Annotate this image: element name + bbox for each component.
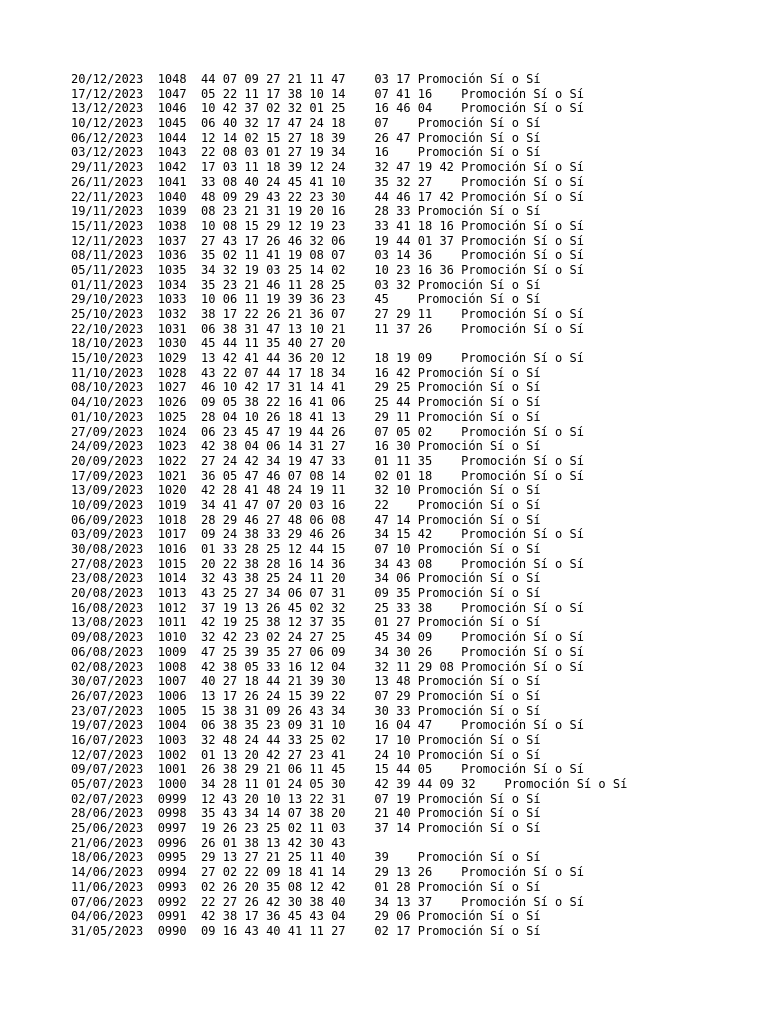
result-row: 16/08/2023 1012 37 19 13 26 45 02 32 25 33 38 Promoción Sí o Sí [71,600,584,615]
result-row: 17/09/2023 1021 36 05 47 46 07 08 14 02 01 18 Promoción Sí o Sí [71,468,584,483]
result-row: 26/11/2023 1041 33 08 40 24 45 41 10 35 32 27 Promoción Sí o Sí [71,174,584,189]
result-row: 06/12/2023 1044 12 14 02 15 27 18 39 26 47 Promoción Sí o Sí [71,130,541,145]
result-row: 01/10/2023 1025 28 04 10 26 18 41 13 29 11 Promoción Sí o Sí [71,409,541,424]
result-row: 20/12/2023 1048 44 07 09 27 21 11 47 03 17 Promoción Sí o Sí [71,72,541,86]
result-row: 29/10/2023 1033 10 06 11 19 39 36 23 45 Promoción Sí o Sí [71,292,541,307]
result-row: 15/11/2023 1038 10 08 15 29 12 19 23 33 41 18 16 Promoción Sí o Sí [71,218,584,233]
result-row: 10/09/2023 1019 34 41 47 07 20 03 16 22 Promoción Sí o Sí [71,497,541,512]
result-row: 13/12/2023 1046 10 42 37 02 32 01 25 16 46 04 Promoción Sí o Sí [71,101,584,116]
result-row: 30/08/2023 1016 01 33 28 25 12 44 15 07 10 Promoción Sí o Sí [71,542,541,556]
result-row: 08/10/2023 1027 46 10 42 17 31 14 41 29 25 Promoción Sí o Sí [71,380,541,395]
result-row: 06/08/2023 1009 47 25 39 35 27 06 09 34 30 26 Promoción Sí o Sí [71,644,584,659]
result-row: 05/11/2023 1035 34 32 19 03 25 14 02 10 23 16 36 Promoción Sí o Sí [71,262,584,277]
result-row: 26/07/2023 1006 13 17 26 24 15 39 22 07 29 Promoción Sí o Sí [71,688,541,703]
result-row: 18/10/2023 1030 45 44 11 35 40 27 20 [71,336,346,351]
result-row: 20/09/2023 1022 27 24 42 34 19 47 33 01 11 35 Promoción Sí o Sí [71,453,584,468]
result-row: 07/06/2023 0992 22 27 26 42 30 38 40 34 13 37 Promoción Sí o Sí [71,894,584,909]
result-row: 31/05/2023 0990 09 16 43 40 41 11 27 02 17 Promoción Sí o Sí [71,923,541,938]
draw-results-list [71,72,627,939]
result-row: 01/11/2023 1034 35 23 21 46 11 28 25 03 32 Promoción Sí o Sí [71,277,541,292]
result-row: 11/06/2023 0993 02 26 20 35 08 12 42 01 28 Promoción Sí o Sí [71,879,541,894]
result-row: 18/06/2023 0995 29 13 27 21 25 11 40 39 Promoción Sí o Sí [71,850,541,865]
result-row: 12/11/2023 1037 27 43 17 26 46 32 06 19 44 01 37 Promoción Sí o Sí [71,233,584,248]
result-row: 29/11/2023 1042 17 03 11 18 39 12 24 32 47 19 42 Promoción Sí o Sí [71,160,584,175]
result-row: 23/08/2023 1014 32 43 38 25 24 11 20 34 06 Promoción Sí o Sí [71,571,541,586]
result-row: 13/08/2023 1011 42 19 25 38 12 37 35 01 27 Promoción Sí o Sí [71,615,541,630]
result-row: 03/09/2023 1017 09 24 38 33 29 46 26 34 15 42 Promoción Sí o Sí [71,527,584,542]
result-row: 15/10/2023 1029 13 42 41 44 36 20 12 18 19 09 Promoción Sí o Sí [71,351,584,366]
result-row: 27/08/2023 1015 20 22 38 28 16 14 36 34 43 08 Promoción Sí o Sí [71,556,584,571]
result-row: 13/09/2023 1020 42 28 41 48 24 19 11 32 10 Promoción Sí o Sí [71,483,541,498]
result-row: 02/08/2023 1008 42 38 05 33 16 12 04 32 11 29 08 Promoción Sí o Sí [71,659,584,674]
result-row: 14/06/2023 0994 27 02 22 09 18 41 14 29 13 26 Promoción Sí o Sí [71,865,584,880]
result-row: 27/09/2023 1024 06 23 45 47 19 44 26 07 05 02 Promoción Sí o Sí [71,424,584,439]
result-row: 25/06/2023 0997 19 26 23 25 02 11 03 37 14 Promoción Sí o Sí [71,821,541,836]
result-row: 03/12/2023 1043 22 08 03 01 27 19 34 16 Promoción Sí o Sí [71,145,541,160]
result-row: 12/07/2023 1002 01 13 20 42 27 23 41 24 10 Promoción Sí o Sí [71,747,541,762]
result-row: 17/12/2023 1047 05 22 11 17 38 10 14 07 41 16 Promoción Sí o Sí [71,86,584,101]
result-row: 28/06/2023 0998 35 43 34 14 07 38 20 21 40 Promoción Sí o Sí [71,806,541,821]
result-row: 21/06/2023 0996 26 01 38 13 42 30 43 [71,835,346,850]
result-row: 20/08/2023 1013 43 25 27 34 06 07 31 09 35 Promoción Sí o Sí [71,586,541,601]
result-row: 06/09/2023 1018 28 29 46 27 48 06 08 47 14 Promoción Sí o Sí [71,512,541,527]
result-row: 02/07/2023 0999 12 43 20 10 13 22 31 07 19 Promoción Sí o Sí [71,791,541,806]
result-row: 22/10/2023 1031 06 38 31 47 13 10 21 11 37 26 Promoción Sí o Sí [71,321,584,336]
result-row: 19/07/2023 1004 06 38 35 23 09 31 10 16 04 47 Promoción Sí o Sí [71,718,584,733]
result-row: 23/07/2023 1005 15 38 31 09 26 43 34 30 33 Promoción Sí o Sí [71,703,541,718]
result-row: 24/09/2023 1023 42 38 04 06 14 31 27 16 30 Promoción Sí o Sí [71,439,541,454]
result-row: 04/06/2023 0991 42 38 17 36 45 43 04 29 06 Promoción Sí o Sí [71,909,541,924]
result-row: 04/10/2023 1026 09 05 38 22 16 41 06 25 44 Promoción Sí o Sí [71,395,541,410]
result-row: 11/10/2023 1028 43 22 07 44 17 18 34 16 42 Promoción Sí o Sí [71,365,541,380]
result-row: 09/07/2023 1001 26 38 29 21 06 11 45 15 44 05 Promoción Sí o Sí [71,762,584,777]
result-row: 19/11/2023 1039 08 23 21 31 19 20 16 28 33 Promoción Sí o Sí [71,204,541,219]
result-row: 25/10/2023 1032 38 17 22 26 21 36 07 27 29 11 Promoción Sí o Sí [71,307,584,321]
result-row: 30/07/2023 1007 40 27 18 44 21 39 30 13 48 Promoción Sí o Sí [71,674,541,689]
result-row: 09/08/2023 1010 32 42 23 02 24 27 25 45 34 09 Promoción Sí o Sí [71,630,584,645]
result-row: 22/11/2023 1040 48 09 29 43 22 23 30 44 46 17 42 Promoción Sí o Sí [71,189,584,204]
result-row: 08/11/2023 1036 35 02 11 41 19 08 07 03 14 36 Promoción Sí o Sí [71,248,584,263]
result-row: 05/07/2023 1000 34 28 11 01 24 05 30 42 39 44 09 32 Promoción Sí o Sí [71,777,628,791]
result-row: 10/12/2023 1045 06 40 32 17 47 24 18 07 Promoción Sí o Sí [71,116,541,131]
result-row: 16/07/2023 1003 32 48 24 44 33 25 02 17 10 Promoción Sí o Sí [71,732,541,747]
